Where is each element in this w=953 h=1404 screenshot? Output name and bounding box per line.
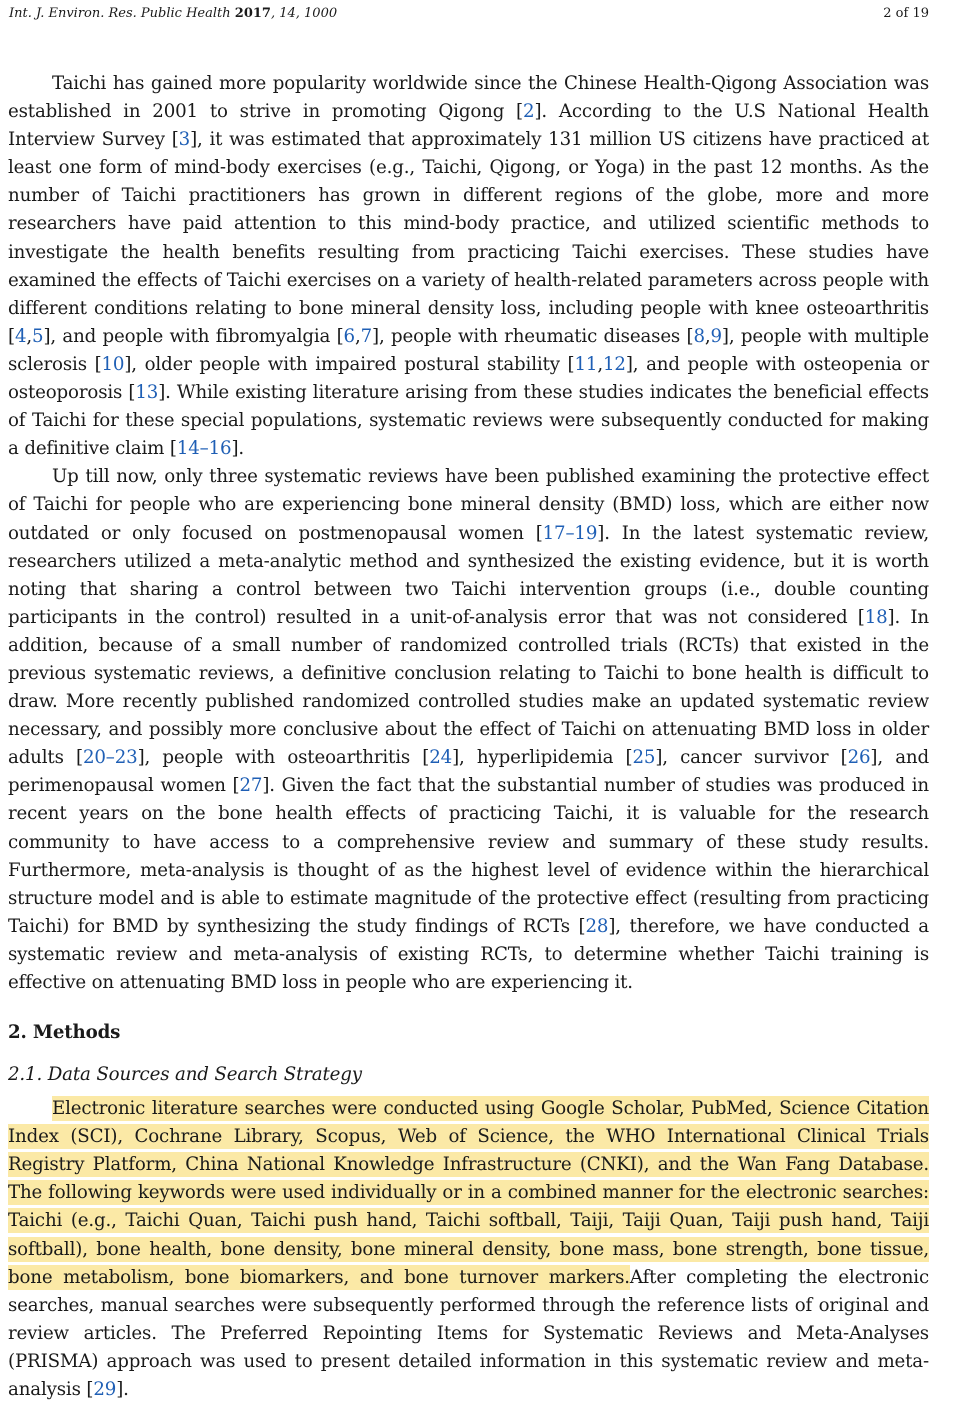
text-run: ], people with multiple sclerosis [ [8, 325, 930, 375]
text-run: , [26, 325, 33, 347]
text-run: ], cancer survivor [ [655, 747, 848, 769]
journal-citation: Int. J. Environ. Res. Public Health 2017, 14, 1000 [9, 6, 338, 21]
text-run: ]. In the latest systematic review, researchers utilized a meta-analytic method and synthesized the existing evidence, but it is worth noting that sharing a control between two Taichi intervention groups (i.e., double counting participants in the control) resulted in a unit-of-analysis error that was not considered [ [8, 522, 929, 628]
text-run: ], and people with fibromyalgia [ [43, 325, 344, 347]
citation-link[interactable]: 28 [585, 915, 609, 937]
text-run: ], people with osteoarthritis [ [137, 747, 430, 769]
text-run: After completing the electronic searches, manual searches were subsequently performed through the reference lists of original and review articles. The Preferred Repointing Items for Systematic Reviews and Meta-Analyses (PRISMA) approach was used to present detailed information in this systematic review and meta-analysis [ [8, 1266, 930, 1401]
citation-link[interactable]: 11 [574, 353, 598, 375]
paragraph-intro-1 [8, 70, 929, 463]
text-run: , [354, 325, 361, 347]
subsection-heading-data-sources: 2.1. Data Sources and Search Strategy [8, 1064, 362, 1086]
journal-volume: 14, 1000 [279, 6, 338, 21]
article-body [8, 70, 929, 1404]
citation-link[interactable]: 7 [360, 325, 373, 347]
section-heading-methods: 2. Methods [8, 1022, 121, 1044]
text-run: ], it was estimated that approximately 131 million US citizens have practiced at least one form of mind-body exercises (e.g., Taichi, Qigong, or Yoga) in the past 12 months. As the number of Taichi practitioners has grown in different regions of the globe, more and more researchers have paid attention to this mind-body practice, and utilized scientific methods to investigate the health benefits resulting from practicing Taichi exercises. These studies have examined the effects of Taichi exercises on a variety of health-related parameters across people with different conditions relating to bone mineral density loss, including people with knee osteoarthritis [ [8, 129, 929, 347]
text-run: ]. [116, 1379, 129, 1401]
text-run: ]. While existing literature arising from these studies indicates the beneficial effects of Taichi for these special populations, systematic reviews were subsequently conducted for making a definitive claim [ [8, 382, 929, 460]
citation-link[interactable]: 27 [239, 775, 263, 797]
text-run: ], and perimenopausal women [ [8, 747, 929, 797]
text-run: Up till now, only three systematic reviews have been published examining the protective effect of Taichi for people who are experiencing bone mineral density (BMD) loss, which are either now outdated or only focused on postmenopausal women [ [8, 466, 929, 544]
text-run: , [704, 325, 711, 347]
journal-name: Int. J. Environ. Res. Public Health [9, 6, 231, 21]
citation-link[interactable]: 5 [32, 325, 44, 347]
running-header [9, 6, 929, 21]
citation-link[interactable]: 8 [693, 325, 705, 347]
citation-link[interactable]: 12 [602, 353, 626, 375]
citation-link[interactable]: 9 [710, 325, 722, 347]
citation-link[interactable]: 29 [93, 1379, 117, 1401]
text-run: ]. In addition, because of a small number of randomized controlled trials (RCTs) that existed in the previous systematic reviews, a definitive conclusion relating to Taichi to bone health is difficult to draw. More recently published randomized controlled studies make an updated systematic review necessary, and possibly more conclusive about the effect of Taichi on attenuating BMD loss in older adults [ [8, 606, 929, 769]
citation-link[interactable]: 10 [101, 353, 125, 375]
citation-link[interactable]: 2 [523, 101, 535, 123]
text-run: ], and people with osteopenia or osteoporosis [ [8, 353, 929, 404]
paragraph-methods-1 [8, 1095, 929, 1404]
page-number: 2 of 19 [883, 6, 929, 21]
text-run: ], people with rheumatic diseases [ [372, 325, 694, 347]
text-run: ], hyperlipidemia [ [452, 747, 633, 769]
text-run: , [597, 353, 603, 375]
citation-link[interactable]: 17–19 [542, 522, 598, 544]
journal-year: 2017 [234, 6, 271, 21]
highlighted-text[interactable]: Electronic literature searches were conducted using Google Scholar, PubMed, Science Citation Index (SCI), Cochrane Library, Scopus, Web of Science, the WHO International Clinical Trials Registry Platform, China National Knowledge Infrastructure (CNKI), and the Wan Fang Database. The following keywords were used individually or in a combined manner for the electronic searches: Taichi (e.g., Taichi Quan, Taichi push hand, Taichi softball, Taiji, Taiji Quan, Taiji push hand, Taiji softball), bone health, bone density, bone mineral density, bone mass, bone strength, bone tissue, bone metabolism, bone biomarkers, and bone turnover markers. [8, 1098, 929, 1288]
text-run: ], therefore, we have conducted a systematic review and meta-analysis of existing RCTs, to determine whether Taichi training is effective on attenuating BMD loss in people who are experiencing it. [8, 915, 929, 993]
citation-link[interactable]: 24 [429, 747, 453, 769]
text-run: ], older people with impaired postural stability [ [124, 353, 575, 375]
citation-link[interactable]: 6 [343, 325, 355, 347]
citation-link[interactable]: 3 [178, 129, 191, 151]
paragraph-intro-2 [8, 463, 929, 997]
text-run: ]. According to the U.S National Health Interview Survey [ [8, 101, 929, 151]
citation-link[interactable]: 4 [14, 325, 27, 347]
text-run: Taichi has gained more popularity worldwide since the Chinese Health-Qigong Association was established in 2001 to strive in promoting Qigong [ [8, 73, 929, 123]
citation-link[interactable]: 26 [847, 747, 871, 769]
citation-link[interactable]: 25 [632, 747, 656, 769]
text-run: ]. Given the fact that the substantial number of studies was produced in recent years on the bone health effects of practicing Taichi, it is valuable for the research community to have access to a comprehensive review and summary of these study results. Furthermore, meta-analysis is thought of as the highest level of evidence within the hierarchical structure model and is able to estimate magnitude of the protective effect (resulting from practicing Taichi) for BMD by synthesizing the study findings of RCTs [ [8, 775, 929, 937]
text-run: ]. [231, 438, 245, 460]
citation-link[interactable]: 14–16 [176, 438, 232, 460]
citation-link[interactable]: 18 [864, 606, 888, 628]
citation-link[interactable]: 20–23 [82, 747, 138, 769]
citation-link[interactable]: 13 [135, 382, 159, 404]
